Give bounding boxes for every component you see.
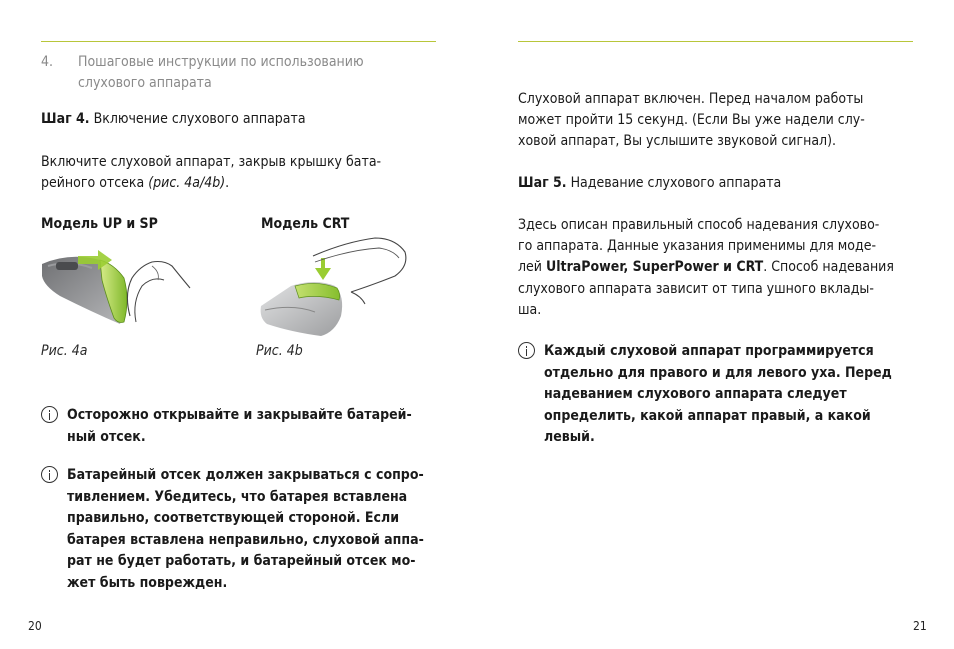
step4-heading: Шаг 4. Включение слухового аппарата: [41, 111, 306, 127]
caption-4a: Рис. 4a: [41, 343, 88, 359]
fitting-paragraph: Здесь описан правильный способ надевания слухово- го аппарата. Данные указания применимы для моде- лей UltraPower, SuperPower и CRT. Способ надевания слухового аппарата зависит от типа ушного вклады- ша.: [518, 217, 894, 318]
device-on-paragraph: Слуховой аппарат включен. Перед началом работы может пройти 15 секунд. (Если Вы уже надели слу- ховой аппарат, Вы услышите звуковой сигнал).: [518, 91, 865, 150]
note-open-close: Осторожно открывайте и закрывайте батарей- ный отсек.: [41, 405, 412, 448]
page-number-right: 21: [913, 619, 927, 633]
section-number: 4.: [41, 54, 54, 70]
figure-4a-illustration: [40, 236, 245, 336]
header-rule-right: [518, 41, 913, 42]
header-rule-left: [41, 41, 436, 42]
info-icon: [41, 406, 58, 423]
model-up-sp-label: Модель UP и SP: [41, 216, 158, 232]
step5-heading: Шаг 5. Надевание слухового аппарата: [518, 175, 782, 191]
model-crt-label: Модель CRT: [261, 216, 350, 232]
section-title: Пошаговые инструкции по использованию слухового аппарата: [78, 54, 364, 92]
note-battery-compartment: Батарейный отсек должен закрываться с сопро- тивлением. Убедитесь, что батарея вставлена правильно, соответствующей стороной. Если батарея вставлена неправильно, слуховой аппа- рат не будет работать, и батарейный отсек мо- жет быть поврежден.: [41, 465, 424, 594]
step4-intro: Включите слуховой аппарат, закрыв крышку бата- рейного отсека (рис. 4a/4b).: [41, 154, 382, 192]
info-icon: [518, 342, 535, 359]
page-number-left: 20: [28, 619, 42, 633]
figure-4b-illustration: [255, 236, 440, 340]
info-icon: [41, 466, 58, 483]
note-left-right-programming: Каждый слуховой аппарат программируется отдельно для правого и для левого уха. Перед надеванием слухового аппарата следует определить, какой аппарат правый, а какой левый.: [518, 341, 892, 449]
caption-4b: Рис. 4b: [256, 343, 303, 359]
